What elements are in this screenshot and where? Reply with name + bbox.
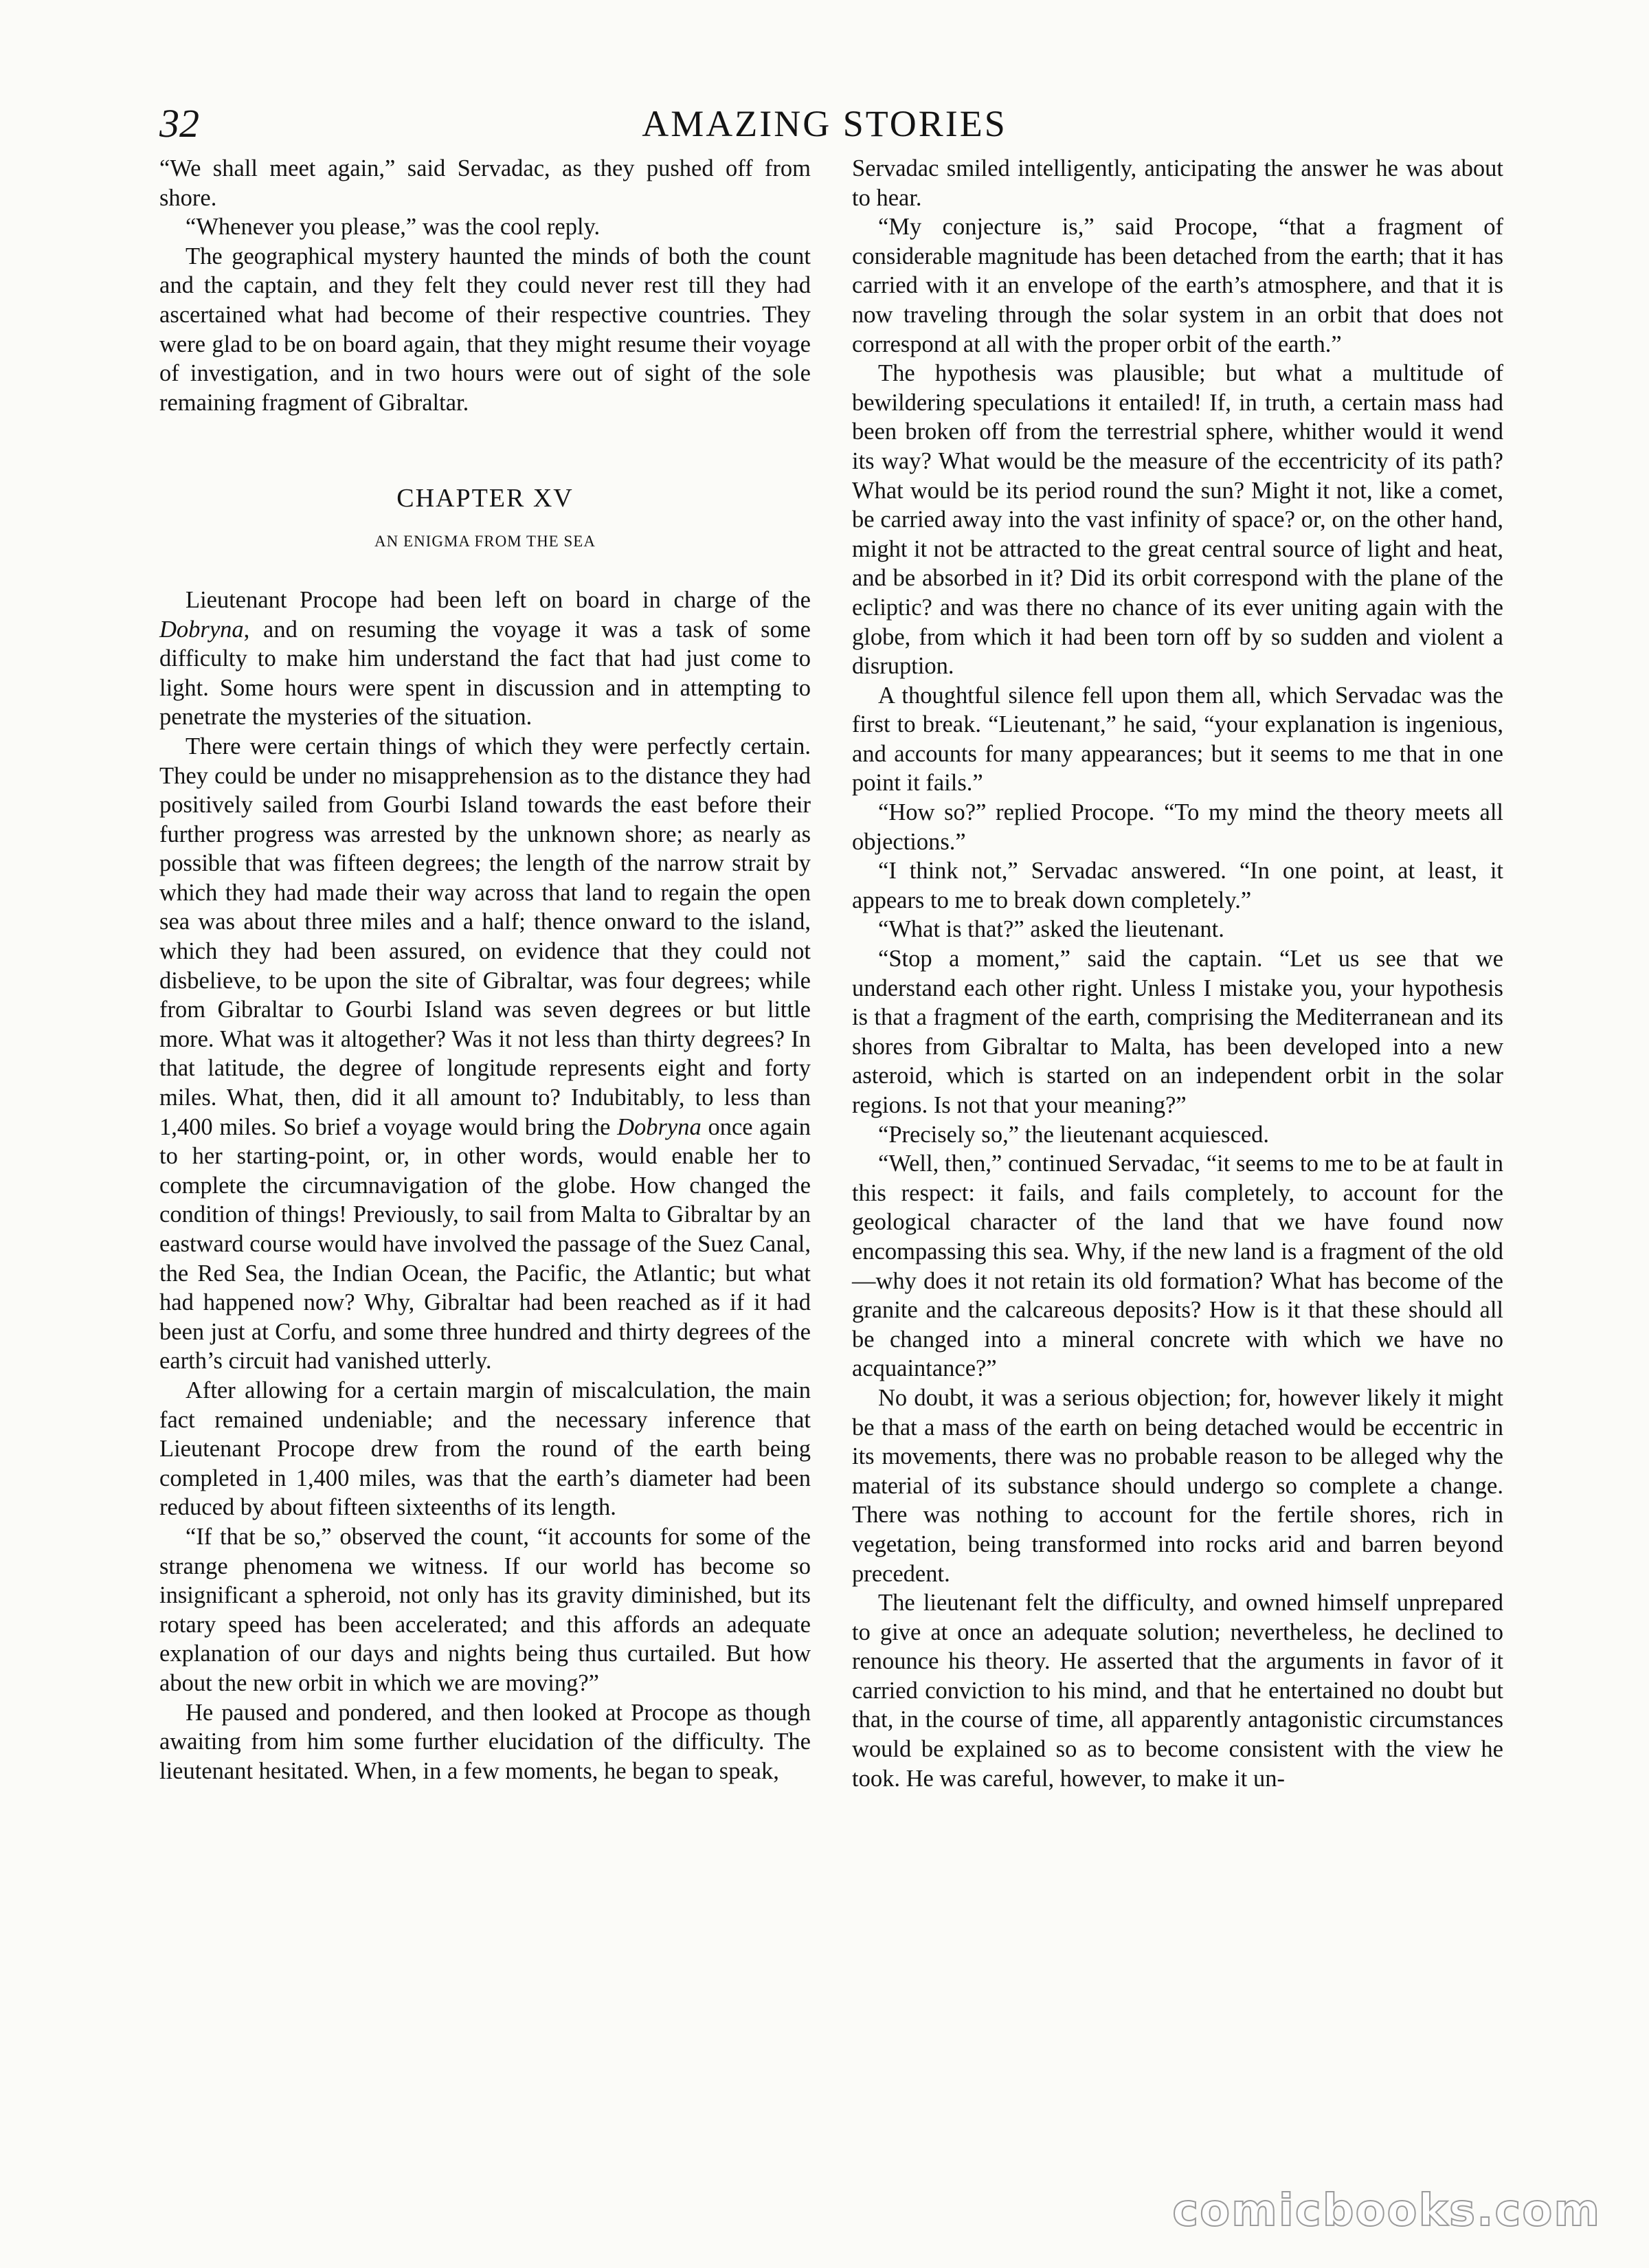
paragraph: Servadac smiled intelligently, anticipating the answer he was about to hear.: [852, 155, 1503, 211]
paragraph: “Well, then,” continued Servadac, “it seems to me to be at fault in this respect: it fails, and fails completely, to account for the geological character of the land that we have found now encompassing this sea. Why, if the new land is a fragment of the old —why does it not retain its old formation? What has become of the granite and the calcareous deposits? How is it that these should all be changed into a mineral concrete with which we have no acquaintance?”: [852, 1150, 1503, 1382]
paragraph: “We shall meet again,” said Servadac, as they pushed off from shore.: [159, 155, 811, 211]
paragraph: The hypothesis was plausible; but what a multitude of bewildering speculations it entailed! If, in truth, a certain mass had been broken off from the terrestrial sphere, whither would it wend its way? What would be the measure of the eccentricity of its path? What would be its period round the sun? Might it not, like a comet, be carried away into the vast infinity of space? or, on the other hand, might it not be attracted to the great central source of light and heat, and be absorbed in it? Did its orbit correspond with the plane of the ecliptic? and was there no chance of its ever uniting again with the globe, from which it had been torn off by so sudden and violent a disruption.: [852, 360, 1503, 680]
paragraph: The lieutenant felt the difficulty, and owned himself unprepared to give at once an adequate solution; nevertheless, he declined to renounce his theory. He asserted that the arguments in favor of it carried conviction to his mind, and that he entertained no doubt but that, in the course of time, all apparently antagonistic circumstances would be explained so as to become consistent with the view he took. He was careful, however, to make it un-: [852, 1590, 1503, 1792]
running-head: AMAZING STORIES: [642, 103, 1007, 144]
paragraph: He paused and pondered, and then looked at Procope as though awaiting from him some further elucidation of the difficulty. The lieutenant hesitated. When, in a few moments, he began to speak,: [159, 1699, 811, 1784]
chapter-title: CHAPTER XV: [396, 484, 574, 513]
left-column: [159, 154, 811, 1786]
paragraph: “How so?” replied Procope. “To my mind the theory meets all objections.”: [852, 799, 1503, 855]
paragraph: Lieutenant Procope had been left on board in charge of the Dobryna, and on resuming the voyage it was a task of some difficulty to make him understand the fact that had just come to light. Some hours were spent in discussion and in attempting to penetrate the mysteries of the situation.: [159, 586, 811, 731]
paragraph: “Precisely so,” the lieutenant acquiesced.: [878, 1121, 1270, 1148]
chapter-subtitle: AN ENIGMA FROM THE SEA: [374, 533, 596, 551]
paragraph: No doubt, it was a serious objection; for, however likely it might be that a mass of the earth on being detached would be eccentric in its movements, there was no probable reason to be alleged why the material of its substance should undergo so complete a change. There was nothing to account for the fertile shores, rich in vegetation, being transformed into rocks arid and barren beyond precedent.: [852, 1384, 1503, 1587]
paragraph: “What is that?” asked the lieutenant.: [878, 916, 1224, 943]
page-number: 32: [159, 101, 199, 146]
paragraph: After allowing for a certain margin of miscalculation, the main fact remained undeniable; and the necessary inference that Lieutenant Procope drew from the round of the earth being completed in 1,400 miles, was that the earth’s diameter had been reduced by about fifteen sixteenths of its length.: [159, 1377, 811, 1521]
paragraph: “If that be so,” observed the count, “it accounts for some of the strange phenomena we witness. If our world has become so insignificant a spheroid, not only has its gravity diminished, but its rotary speed has been accelerated; and this affords an adequate explanation of our days and nights being thus curtailed. But how about the new orbit in which we are moving?”: [159, 1523, 811, 1696]
paragraph: The geographical mystery haunted the minds of both the count and the captain, and they felt they could never rest till they had ascertained what had become of their respective countries. They were glad to be on board again, that they might resume their voyage of investigation, and in two hours were out of sight of the sole remaining fragment of Gibraltar.: [159, 243, 811, 416]
watermark: comicbooks.com: [1172, 2186, 1601, 2236]
paragraph: There were certain things of which they were perfectly certain. They could be under no misapprehension as to the distance they had positively sailed from Gourbi Island towards the east before their further progress was arrested by the unknown shore; as nearly as possible that was fifteen degrees; the length of the narrow strait by which they had made their way across that land to regain the open sea was about three miles and a half; thence onward to the island, which they had been assured, on evidence that they could not disbelieve, to be upon the site of Gibraltar, was four degrees; while from Gibraltar to Gourbi Island was seven degrees or but little more. What was it altogether? Was it not less than thirty degrees? In that latitude, the degree of longitude represents eight and forty miles. What, then, did it all amount to? Indubitably, to less than 1,400 miles. So brief a voyage would bring the Dobryna once again to her starting-point, or, in other words, would enable her to complete the circumnavigation of the globe. How changed the condition of things! Previously, to sail from Malta to Gibraltar by an eastward course would have involved the passage of the Suez Canal, the Red Sea, the Indian Ocean, the Pacific, the Atlantic; but what had happened now? Why, Gibraltar had been reached as if it had been just at Corfu, and some three hundred and thirty degrees of the earth’s circuit had vanished utterly.: [159, 733, 811, 1375]
paragraph: “Whenever you please,” was the cool reply.: [186, 214, 601, 241]
paragraph: A thoughtful silence fell upon them all, which Servadac was the first to break. “Lieutenant,” he said, “your explanation is ingenious, and accounts for many appearances; but it seems to me that in one point it fails.”: [852, 682, 1503, 797]
paragraph: “I think not,” Servadac answered. “In one point, at least, it appears to me to break down completely.”: [852, 858, 1503, 913]
chapter-heading: [159, 478, 811, 557]
paragraph: “My conjecture is,” said Procope, “that a fragment of considerable magnitude has been detached from the earth; that it has carried with it an envelope of the earth’s atmosphere, and that it is now traveling through the solar system in an orbit that does not correspond at all with the proper orbit of the earth.”: [852, 214, 1503, 357]
paragraph: “Stop a moment,” said the captain. “Let us see that we understand each other right. Unless I mistake you, your hypothesis is that a fragment of the earth, comprising the Mediterranean and its shores from Gibraltar to Malta, has been developed into a new asteroid, which is started on an independent orbit in the solar regions. Is not that your meaning?”: [852, 946, 1503, 1118]
page-header: [0, 96, 1649, 158]
right-column: [852, 154, 1503, 1793]
